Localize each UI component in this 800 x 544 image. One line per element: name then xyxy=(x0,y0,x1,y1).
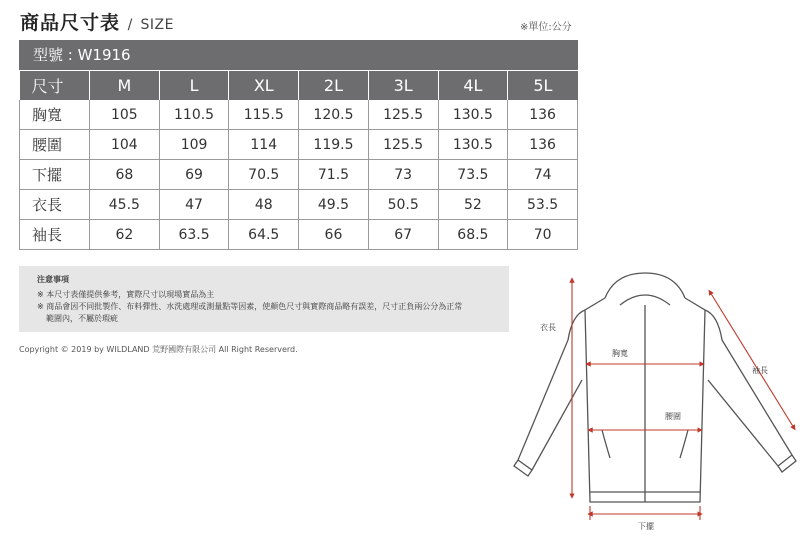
column-header: 尺寸 xyxy=(20,71,90,100)
title-subtitle: SIZE xyxy=(140,17,174,33)
table-cell: 47 xyxy=(159,190,229,220)
column-header: 5L xyxy=(508,71,578,100)
table-cell: 71.5 xyxy=(299,160,369,190)
table-cell: 50.5 xyxy=(368,190,438,220)
label-chest: 胸寬 xyxy=(612,349,628,358)
label-hem: 下擺 xyxy=(638,522,654,531)
column-header: 4L xyxy=(438,71,508,100)
column-header: 3L xyxy=(368,71,438,100)
table-cell: 109 xyxy=(159,130,229,160)
table-cell: 73 xyxy=(368,160,438,190)
unit-note: ※單位:公分 xyxy=(520,22,572,33)
column-header: 2L xyxy=(299,71,369,100)
table-cell: 49.5 xyxy=(299,190,369,220)
row-label: 袖長 xyxy=(20,220,90,250)
note-item: ※ 本尺寸表僅提供參考，實際尺寸以現場實品為主 xyxy=(37,290,215,299)
table-cell: 64.5 xyxy=(229,220,299,250)
table-cell: 67 xyxy=(368,220,438,250)
row-label: 胸寬 xyxy=(20,100,90,130)
table-header-row xyxy=(20,71,578,100)
title-text: 商品尺寸表 xyxy=(20,12,121,34)
page-title xyxy=(20,8,174,35)
table-cell: 62 xyxy=(90,220,160,250)
table-cell: 125.5 xyxy=(368,100,438,130)
table-cell: 52 xyxy=(438,190,508,220)
table-cell: 48 xyxy=(229,190,299,220)
table-cell: 130.5 xyxy=(438,130,508,160)
table-cell: 69 xyxy=(159,160,229,190)
table-cell: 63.5 xyxy=(159,220,229,250)
note-item: ※ 商品會因不同批製作、布料彈性、水洗處理或測量點等因素，使顏色尺寸與實際商品略有誤差，尺寸正負兩公分為正常 xyxy=(37,302,463,311)
table-row xyxy=(20,190,578,220)
table-cell: 115.5 xyxy=(229,100,299,130)
table-cell: 68 xyxy=(90,160,160,190)
label-waist: 腰圍 xyxy=(665,412,681,421)
model-bar: 型號 : W1916 xyxy=(19,40,578,70)
row-label: 衣長 xyxy=(20,190,90,220)
notes-box xyxy=(19,266,509,332)
table-cell: 104 xyxy=(90,130,160,160)
row-label: 腰圍 xyxy=(20,130,90,160)
table-cell: 70.5 xyxy=(229,160,299,190)
label-length: 衣長 xyxy=(540,323,556,332)
note-item: 範圍內，不屬於瑕疵 xyxy=(46,314,118,323)
label-sleeve: 袖長 xyxy=(752,366,768,375)
table-cell: 125.5 xyxy=(368,130,438,160)
notes-title: 注意事項 xyxy=(37,275,69,284)
row-label: 下擺 xyxy=(20,160,90,190)
table-cell: 70 xyxy=(508,220,578,250)
table-row xyxy=(20,160,578,190)
table-cell: 114 xyxy=(229,130,299,160)
size-table xyxy=(19,71,578,250)
title-separator: / xyxy=(127,17,133,33)
table-cell: 66 xyxy=(299,220,369,250)
sleeve-line xyxy=(710,292,794,428)
table-cell: 110.5 xyxy=(159,100,229,130)
table-cell: 74 xyxy=(508,160,578,190)
table-cell: 136 xyxy=(508,100,578,130)
table-cell: 119.5 xyxy=(299,130,369,160)
table-row xyxy=(20,220,578,250)
table-cell: 136 xyxy=(508,130,578,160)
copyright: Copyright © 2019 by WILDLAND 荒野國際有限公司 All Right Reserverd. xyxy=(19,345,298,354)
table-row xyxy=(20,100,578,130)
table-cell: 45.5 xyxy=(90,190,160,220)
jacket-outline xyxy=(514,273,796,502)
jacket-diagram xyxy=(510,270,800,544)
table-cell: 105 xyxy=(90,100,160,130)
table-cell: 68.5 xyxy=(438,220,508,250)
measurement-lines xyxy=(572,280,794,520)
table-cell: 53.5 xyxy=(508,190,578,220)
column-header: L xyxy=(159,71,229,100)
table-cell: 120.5 xyxy=(299,100,369,130)
column-header: M xyxy=(90,71,160,100)
table-row xyxy=(20,130,578,160)
column-header: XL xyxy=(229,71,299,100)
table-cell: 130.5 xyxy=(438,100,508,130)
table-cell: 73.5 xyxy=(438,160,508,190)
